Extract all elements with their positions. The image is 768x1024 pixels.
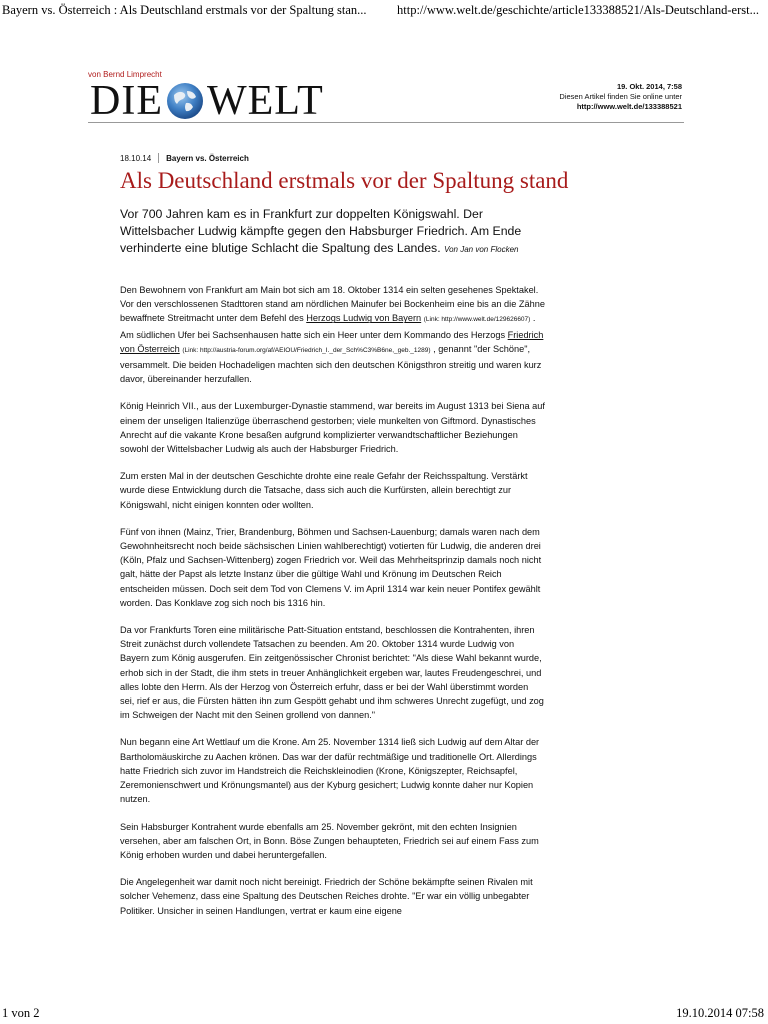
paragraph: Nun begann eine Art Wettlauf um die Krone. Am 25. November 1314 ließ sich Ludwig auf dem Altar der Bartholomäuskirche zu Aachen krönen. Das war der dafür rechtmäßige und traditionelle Ort. Allerdings hatte Friedrich sich zuvor im Handstreich die Reichskleinodien (Krone, Königszepter, Reichsapfel, Zeremonienschwert und Krönungsmantel) aus der Kyburg gesichert; Ludwig konnte daher nur Kopien nutzen. bbox=[120, 737, 540, 805]
lead-text: Vor 700 Jahren kam es in Frankfurt zur doppelten Königswahl. Der Wittelsbacher Ludwig kämpfte gegen den Habsburger Friedrich. Am Ende verhinderte eine blutige Schlacht die Spaltung des Landes. bbox=[120, 207, 522, 255]
link-herzog-ludwig[interactable]: Herzogs Ludwig von Bayern bbox=[306, 313, 422, 324]
print-footer bbox=[0, 1004, 768, 1024]
paragraph: Die Angelegenheit war damit noch nicht bereinigt. Friedrich der Schöne bekämpfte seinen Rivalen mit solcher Vehemenz, dass eine Spaltung des Deutschen Reiches drohte. "Er war ein völlig unbegabter Politiker. Unsicher in seinen Handlungen, vertrat er kaum eine eigene bbox=[120, 877, 533, 916]
print-header-title: Bayern vs. Österreich : Als Deutschland erstmals vor der Spaltung stan... bbox=[2, 3, 367, 17]
page-number: 1 von 2 bbox=[2, 1006, 40, 1020]
masthead-right: WELT bbox=[206, 78, 324, 124]
paragraph: König Heinrich VII., aus der Luxemburger-Dynastie stammend, war bereits im August 1313 bei Siena auf einem der unseligen Italienzüge überraschend gestorben; viele munkelten von Giftmord. Dynastisches Anrecht auf die vakante Krone besaßen aufgrund komplizierter verwandtschaftlicher Beziehungen sowohl der Wittelsbacher Ludwig als auch der Habsburger Friedrich. bbox=[120, 401, 545, 455]
paragraph-text: . Am südlichen Ufer bei Sachsenhausen hatte sich ein Heer unter dem Kommando des Herzogs bbox=[120, 313, 536, 340]
link-url-ludwig: (Link: http://www.welt.de/129626607) bbox=[423, 316, 531, 324]
article-lead bbox=[120, 206, 540, 258]
masthead-logo bbox=[90, 80, 324, 122]
paragraph-text: , genannt "der Schöne", versammelt. Die beiden Hochadeligen machten sich den deutschen Königsthron streitig und waren kurz davor, übereinander herzufallen. bbox=[120, 343, 542, 385]
article-body bbox=[120, 283, 545, 931]
paragraph: Zum ersten Mal in der deutschen Geschichte drohte eine reale Gefahr der Reichsspaltung. Verstärkt wurde diese Entwicklung durch die Tatsache, dass sich auch die Kurfürsten, allein berechtigt zur Königswahl, nicht einigen konnten oder wollten. bbox=[120, 471, 528, 510]
paragraph: Sein Habsburger Kontrahent wurde ebenfalls am 25. November gekrönt, mit den echten Insignien versehen, aber am falschen Ort, in Bonn. Böse Zungen behaupteten, Friedrich sei auf einem Fass zum König erhoben wurden und dabei heruntergefallen. bbox=[120, 821, 539, 860]
masthead-rule bbox=[88, 122, 684, 123]
paragraph: Da vor Frankfurts Toren eine militärische Patt-Situation entstand, beschlossen die Kontrahenten, ihren Streit zunächst durch vollendete Tatsachen zu beenden. Am 20. Oktober 1314 wurde Ludwig von Bayern zum König ausgerufen. Ein zeitgenössischer Chronist berichtet: "Als diese Wahl bekannt wurde, erhob sich in der Stadt, die ihm stets in treuer Anhänglichkeit ergeben war, lautes Freudengeschrei, und alles lobte den Herrn. Als der Herzog von Österreich erfuhr, dass er bei der Wahl überstimmt worden sei, rief er aus, die Fürsten hätten ihn zum Gespött gehabt und ihm schweres Unrecht zugefügt, und zog im Schweigen der Nacht mit den Seinen grollend von dannen." bbox=[120, 625, 544, 721]
link-url-friedrich: (Link: http://austria-forum.org/af/AEIOU/Friedrich_I._der_Sch%C3%B6ne,_geb._1289) bbox=[182, 346, 431, 354]
article-category[interactable]: Bayern vs. Österreich bbox=[166, 153, 249, 163]
print-datetime: 19.10.2014 07:58 bbox=[676, 1006, 764, 1020]
article-headline: Als Deutschland erstmals vor der Spaltung stand bbox=[120, 168, 569, 193]
paragraph: Fünf von ihnen (Mainz, Trier, Brandenburg, Böhmen und Sachsen-Lauenburg; damals waren nach dem Gewohnheitsrecht noch beide sächsischen Linien wahlberechtigt) votierten für Ludwig, die anderen drei (Köln, Pfalz und Sachsen-Wittenberg) zogen Friedrich vor. Weil das Mehrheitsprinzip damals noch nicht galt, hätte der Papst als letzte Instanz über die gültige Wahl und Krönung im Deutschen Reich entscheiden müssen. Doch seit dem Tod von Clemens V. im April 1314 war kein neuer Pontifex gewählt worden. Das Konklave zog sich noch bis 1316 hin. bbox=[120, 526, 542, 608]
paragraph-text: Den Bewohnern von Frankfurt am Main bot sich am 18. Oktober 1314 ein selten gesehenes Spektakel. Vor den verschlossenen Stadttoren stand am nördlichen Mainufer bei Bockenheim eine bis an die Zähne bewaffnete Streitmacht unter dem Befehl des bbox=[120, 285, 545, 324]
article-date: 18.10.14 bbox=[120, 153, 152, 163]
paragraph bbox=[120, 283, 545, 386]
top-byline: von Bernd Limprecht bbox=[88, 70, 162, 79]
print-date: 19. Okt. 2014, 7:58 bbox=[616, 82, 682, 91]
meta-divider bbox=[158, 153, 159, 163]
article-author: Von Jan von Flocken bbox=[444, 245, 519, 254]
print-header bbox=[0, 0, 768, 22]
article-short-url[interactable]: http://www.welt.de/133388521 bbox=[576, 102, 682, 111]
online-reference bbox=[559, 82, 682, 112]
print-header-url: http://www.welt.de/geschichte/article133388521/Als-Deutschland-erst... bbox=[397, 3, 759, 17]
online-note: Diesen Artikel finden Sie online unter bbox=[559, 92, 682, 101]
globe-icon bbox=[165, 81, 205, 121]
article-meta bbox=[120, 153, 249, 163]
masthead-left: DIE bbox=[90, 78, 163, 124]
link-friedrich[interactable]: Friedrich von Österreich bbox=[120, 329, 544, 354]
